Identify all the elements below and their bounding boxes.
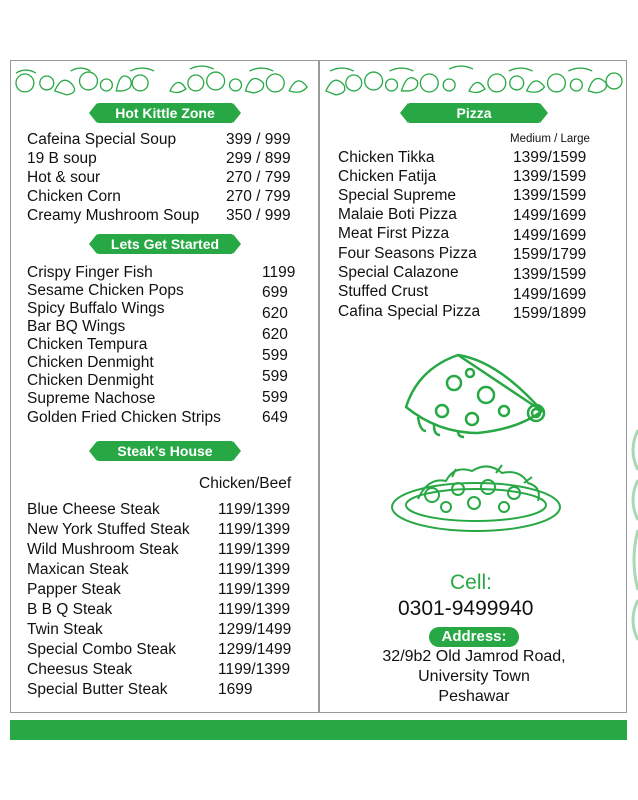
section-title-lets-get-started: Lets Get Started <box>97 234 233 254</box>
menu-item-price: 1499/1699 <box>513 207 587 224</box>
section-title-pizza: Pizza <box>408 103 540 123</box>
menu-item-name: Special Supreme <box>338 187 457 204</box>
salad-plate-icon <box>388 459 564 535</box>
left-menu-panel <box>10 60 319 713</box>
menu-item-price: 399 / 999 <box>226 131 291 148</box>
section-title-steaks-house: Steak’s House <box>97 441 233 461</box>
menu-item-name: Special Butter Steak <box>27 681 168 698</box>
menu-item-name: New York Stuffed Steak <box>27 521 190 538</box>
menu-item-price: 1199/1399 <box>218 501 291 518</box>
menu-item-name: Chicken Denmight <box>27 372 154 389</box>
menu-item-price: 299 / 899 <box>226 150 291 167</box>
menu-item-name: Cafeina Special Soup <box>27 131 177 148</box>
menu-item-price: 1499/1699 <box>513 227 587 244</box>
menu-item-price: 1599/1899 <box>513 305 587 322</box>
menu-item-name: Cafina Special Pizza <box>338 303 481 320</box>
menu-item-name: Chicken Fatija <box>338 168 437 185</box>
menu-item-price: 1399/1599 <box>513 168 587 185</box>
menu-item-name: Bar BQ Wings <box>27 318 126 335</box>
address-line-3: Peshawar <box>438 688 510 705</box>
menu-item-price: 1199/1399 <box>218 541 291 558</box>
cell-label: Cell: <box>450 571 493 594</box>
menu-item-price: 599 <box>262 389 288 406</box>
adjacent-panel-decoration <box>627 60 638 713</box>
menu-item-price: 599 <box>262 347 288 364</box>
menu-item-price: 1199/1399 <box>218 521 291 538</box>
menu-item-name: Maxican Steak <box>27 561 129 578</box>
menu-item-name: Spicy Buffalo Wings <box>27 300 165 317</box>
address-label: Address: <box>429 627 519 647</box>
address-line-2: University Town <box>418 668 530 685</box>
menu-item-price: 1599/1799 <box>513 246 587 263</box>
menu-item-price: 1399/1599 <box>513 266 587 283</box>
menu-item-name: B B Q Steak <box>27 601 113 618</box>
menu-item-price: 1399/1599 <box>513 149 587 166</box>
vegetable-border-icon <box>11 61 318 97</box>
menu-item-name: Malaie Boti Pizza <box>338 206 457 223</box>
menu-item-name: Stuffed Crust <box>338 283 429 300</box>
cell-number: 0301-9499940 <box>398 597 534 620</box>
menu-item-price: 270 / 799 <box>226 169 291 186</box>
menu-item-name: Creamy Mushroom Soup <box>27 207 200 224</box>
menu-item-price: 1199 <box>262 264 296 281</box>
menu-item-price: 1699 <box>218 681 253 698</box>
menu-item-price: 620 <box>262 305 288 322</box>
menu-item-price: 1299/1499 <box>218 621 292 638</box>
vegetable-border-icon <box>320 61 626 97</box>
menu-item-price: 350 / 999 <box>226 207 291 224</box>
section-title-hot-kittle-zone: Hot Kittle Zone <box>97 103 233 123</box>
menu-item-name: Blue Cheese Steak <box>27 501 160 518</box>
menu-item-price: 270 / 799 <box>226 188 291 205</box>
menu-item-name: Hot & sour <box>27 169 101 186</box>
menu-item-name: Meat First Pizza <box>338 225 450 242</box>
menu-item-price: 1199/1399 <box>218 661 291 678</box>
address-line-1: 32/9b2 Old Jamrod Road, <box>382 648 566 665</box>
menu-item-name: Crispy Finger Fish <box>27 264 153 281</box>
menu-item-price: 649 <box>262 409 288 426</box>
menu-item-name: Twin Steak <box>27 621 103 638</box>
menu-item-price: 1199/1399 <box>218 601 291 618</box>
menu-item-price: 599 <box>262 368 288 385</box>
right-menu-panel <box>319 60 627 713</box>
menu-item-name: Sesame Chicken Pops <box>27 282 184 299</box>
menu-item-name: Wild Mushroom Steak <box>27 541 179 558</box>
menu-item-name: Golden Fried Chicken Strips <box>27 409 221 426</box>
pizza-slice-icon <box>398 349 550 441</box>
menu-item-price: 1199/1399 <box>218 581 291 598</box>
menu-item-price: 1499/1699 <box>513 286 587 303</box>
menu-item-name: Special Calazone <box>338 264 459 281</box>
pizza-size-header: Medium / Large <box>510 133 590 145</box>
menu-item-name: Chicken Tempura <box>27 336 148 353</box>
menu-item-name: Supreme Nachose <box>27 390 156 407</box>
menu-item-price: 1399/1599 <box>513 187 587 204</box>
menu-item-price: 699 <box>262 284 288 301</box>
menu-item-price: 1199/1399 <box>218 561 291 578</box>
menu-item-name: Chicken Tikka <box>338 149 435 166</box>
menu-item-name: 19 B soup <box>27 150 97 167</box>
menu-item-name: Papper Steak <box>27 581 121 598</box>
menu-item-name: Chicken Corn <box>27 188 121 205</box>
menu-item-name: Cheesus Steak <box>27 661 133 678</box>
steak-column-header: Chicken/Beef <box>199 475 292 492</box>
menu-item-name: Four Seasons Pizza <box>338 245 477 262</box>
menu-item-name: Special Combo Steak <box>27 641 177 658</box>
footer-green-bar <box>10 720 627 740</box>
menu-item-name: Chicken Denmight <box>27 354 154 371</box>
menu-item-price: 1299/1499 <box>218 641 292 658</box>
menu-item-price: 620 <box>262 326 288 343</box>
